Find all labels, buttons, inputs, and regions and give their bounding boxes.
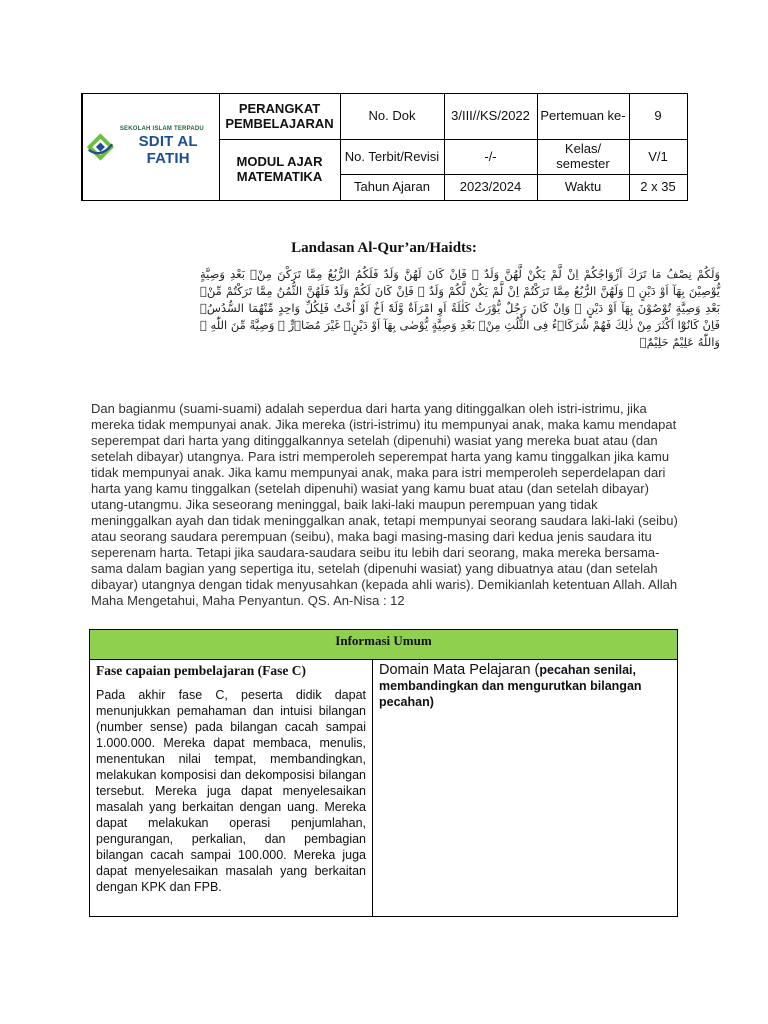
no-terbit-value: -/- xyxy=(444,140,537,175)
domain-title: Domain Mata Pelajaran ( xyxy=(379,662,540,678)
arabic-verse: وَلَكُمْ نِصْفُ مَا تَرَكَ اَزْوَاجُكُمْ اِنْ لَّمْ يَكُنْ لَّهُنَّ وَلَدٌ ۚ فَاِنْ كَانَ لَهُنَّ وَلَدٌ فَلَكُمُ الرُّبُعُ مِمَّا تَرَكْنَ مِنْۢ بَعْدِ وَصِيَّةٍ يُّوْصِيْنَ بِهَآ اَوْ دَيْنٍ ۗ وَلَهُنَّ الرُّبُعُ مِمَّا تَرَكْتُمْ اِنْ لَّمْ يَكُنْ لَّكُمْ وَلَدٌ ۚ فَاِنْ كَانَ لَكُمْ وَلَدٌ فَلَهُنَّ الثُّمُنُ مِمَّا تَرَكْتُمْ مِّنْۢ بَعْدِ وَصِيَّةٍ تُوْصُوْنَ بِهَآ اَوْ دَيْنٍ ۗ وَاِنْ كَانَ رَجُلٌ يُّوْرَثُ كَلٰلَةً اَوِ امْرَاَةٌ وَّلَهٗٓ اَخٌ اَوْ اُخْتٌ فَلِكُلِّ وَاحِدٍ مِّنْهُمَا السُّدُسُۚ فَاِنْ كَانُوْٓا اَكْثَرَ مِنْ ذٰلِكَ فَهُمْ شُرَكَاۤءُ فِى الثُّلُثِ مِنْۢ بَعْدِ وَصِيَّةٍ يُّوْصٰى بِهَآ اَوْ دَيْنٍۙ غَيْرَ مُضَاۤرٍّ ۚ وَصِيَّةً مِّنَ اللّٰهِ ۗ وَاللّٰهُ عَلِيْمٌ حَلِيْمٌۗ xyxy=(199,267,720,349)
tahun-ajaran-value: 2023/2024 xyxy=(444,175,537,201)
fase-title: Fase capaian pembelajaran (Fase C) xyxy=(96,663,306,678)
school-logo-icon xyxy=(85,130,116,164)
kelas-value: V/1 xyxy=(629,140,687,175)
verse-translation: Dan bagianmu (suami-suami) adalah seperdua dari harta yang ditinggalkan oleh istri-istrimu, jika mereka tidak mempunyai anak. Jika mereka (istri-istrimu) itu mempunyai anak, maka kamu mendapat seperempat dari harta yang ditinggalkannya setelah (dipenuhi) wasiat yang mereka buat atau (dan setelah dibayar) utangnya. Para istri memperoleh seperempat harta yang kamu tinggalkan jika kamu tidak mempunyai anak. Jika kamu mempunyai anak, maka para istri memperoleh seperdelapan dari harta yang kamu tinggalkan (setelah dipenuhi) wasiat yang kamu buat atau (dan setelah dibayar) utang-utangmu. Jika seseorang meninggal, baik laki-laki maupun perempuan yang tidak meninggalkan ayah dan tidak meninggalkan anak, tetapi mempunyai seorang saudara laki-laki (seibu) atau seorang saudara perempuan (seibu), maka bagi masing-masing dari kedua jenis saudara itu seperenam harta. Tetapi jika saudara-saudara seibu itu lebih dari seorang, maka mereka bersama-sama dalam bagian yang sepertiga itu, setelah (dipenuhi wasiat) yang dibuatnya atau (dan setelah dibayar) utangnya dengan tidak menyusahkan (kepada ahli waris). Demikianlah ketentuan Allah. Allah Maha Mengetahui, Maha Penyantun. QS. An-Nisa : 12 xyxy=(91,401,678,608)
waktu-label: Waktu xyxy=(537,175,629,201)
fase-capaian-cell xyxy=(90,660,373,917)
school-logo xyxy=(82,94,219,201)
landasan-title: Landasan Al-Qur’an/Haidts: xyxy=(291,240,477,256)
pertemuan-value: 9 xyxy=(629,94,687,140)
perangkat-label: PERANGKAT PEMBELAJARAN xyxy=(219,94,340,140)
no-dok-label: No. Dok xyxy=(340,94,444,140)
no-terbit-label: No. Terbit/Revisi xyxy=(340,140,444,175)
tahun-ajaran-label: Tahun Ajaran xyxy=(340,175,444,201)
kelas-label: Kelas/ semester xyxy=(537,140,629,175)
fase-description: Pada akhir fase C, peserta didik dapat menunjukkan pemahaman dan intuisi bilangan (number sense) pada bilangan cacah sampai 1.000.000. Mereka dapat membaca, menulis, menentukan nilai tempat, membandingkan, melakukan komposisi dan dekomposisi bilangan tersebut. Mereka juga dapat menyelesaikan masalah yang berkaitan dengan uang. Mereka dapat melakukan operasi penjumlahan, pengurangan, perkalian, dan pembagian bilangan cacah sampai 100.000. Mereka juga dapat menyelesaikan masalah yang berkaitan dengan KPK dan FPB. xyxy=(96,688,366,894)
domain-subtitle: pecahan senilai, membandingkan dan mengurutkan bilangan pecahan) xyxy=(379,663,642,709)
modul-label: MODUL AJAR MATEMATIKA xyxy=(219,140,340,201)
document-header-table xyxy=(81,93,688,201)
logo-subtitle: SEKOLAH ISLAM TERPADU xyxy=(119,126,204,133)
informasi-umum-heading: Informasi Umum xyxy=(90,630,677,660)
informasi-umum-table xyxy=(89,629,678,917)
pertemuan-label: Pertemuan ke- xyxy=(537,94,629,140)
logo-name: SDIT AL FATIH xyxy=(138,133,198,168)
domain-cell xyxy=(373,660,677,917)
waktu-value: 2 x 35 xyxy=(629,175,687,201)
no-dok-value: 3/III//KS/2022 xyxy=(444,94,537,140)
